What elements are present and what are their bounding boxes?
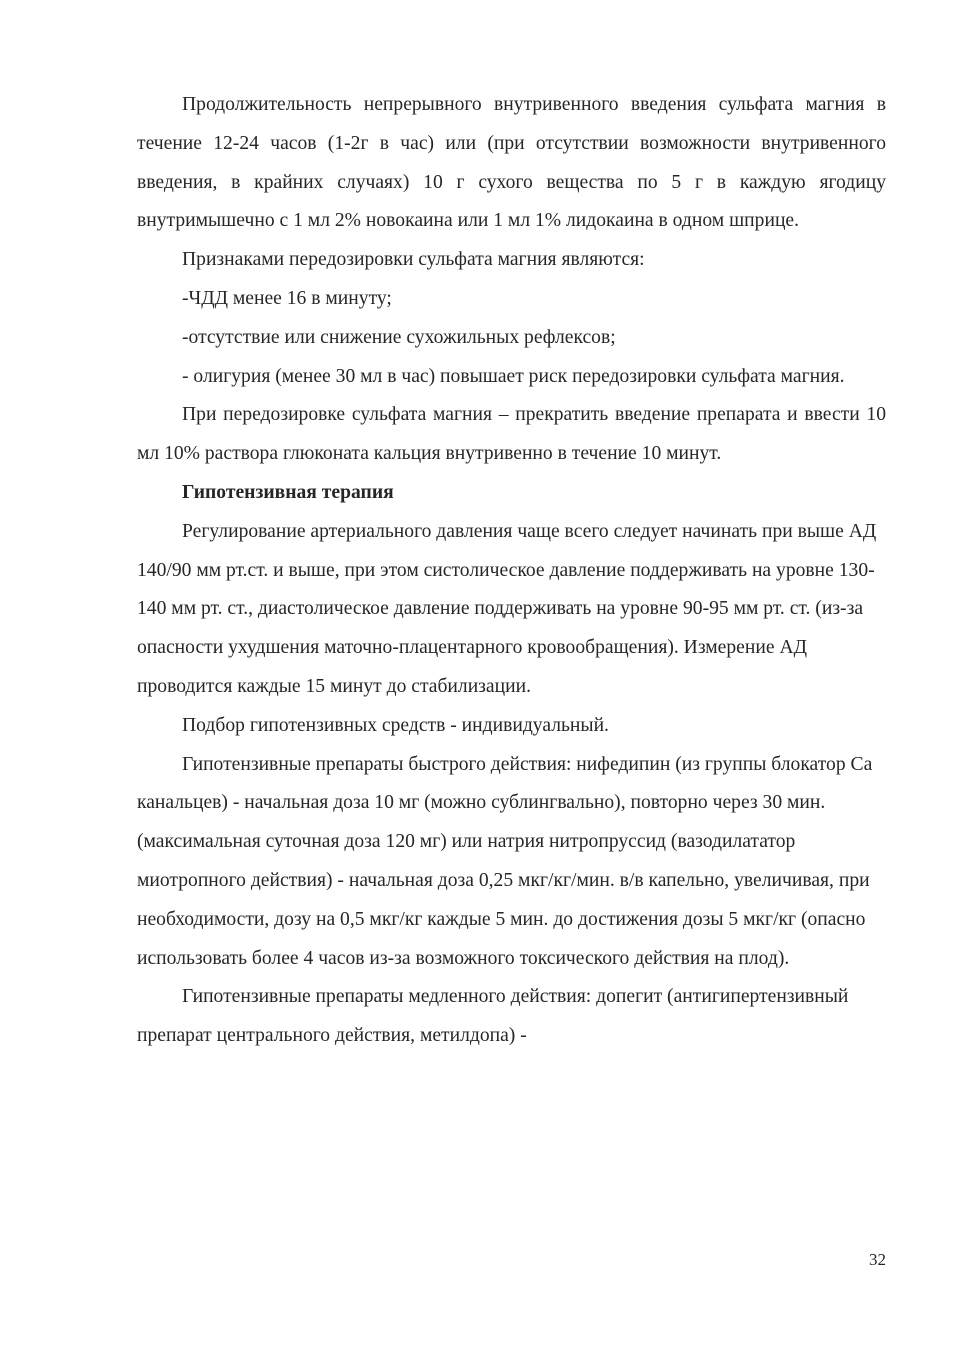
list-item-oliguria: - олигурия (менее 30 мл в час) повышает риск передозировки сульфата магния.	[182, 365, 845, 387]
paragraph-slow-acting-drugs: Гипотензивные препараты медленного действия: допегит (антигипертензивный препарат центрального действия, метилдопа) -	[137, 986, 849, 1047]
paragraph-fast-acting-drugs: Гипотензивные препараты быстрого действия: нифедипин (из группы блокатор Са канальцев) - начальная доза 10 мг (можно сублингвально), повторно через 30 мин. (максимальная суточная доза 120 мг) или натрия нитропруссид (вазодилататор миотропного действия) - начальная доза 0,25 мкг/кг/мин. в/в капельно, увеличивая, при необходимости, дозу на 0,5 мкг/кг каждые 5 мин. до достижения дозы 5 мкг/кг (опасно использовать более 4 часов из-за возможного токсического действия на плод).	[137, 753, 873, 969]
paragraph-overdose-treatment: При передозировке сульфата магния – прекратить введение препарата и ввести 10 мл 10% раствора глюконата кальция внутривенно в течение 10 минут.	[137, 404, 886, 465]
list-item-respiratory-rate: -ЧДД менее 16 в минуту;	[182, 287, 392, 309]
paragraph-drug-selection: Подбор гипотензивных средств - индивидуальный.	[182, 714, 609, 736]
paragraph-magnesium-administration: Продолжительность непрерывного внутривенного введения сульфата магния в течение 12-24 часов (1-2г в час) или (при отсутствии возможности внутривенного введения, в крайних случаях) 10 г сухого вещества по 5 г в каждую ягодицу внутримышечно с 1 мл 2% новокаина или 1 мл 1% лидокаина в одном шприце.	[137, 94, 886, 232]
page-number: 32	[869, 1250, 886, 1269]
document-page	[137, 86, 886, 1056]
paragraph-overdose-signs-intro: Признаками передозировки сульфата магния являются:	[182, 249, 645, 271]
section-heading: Гипотензивная терапия	[182, 481, 394, 503]
paragraph-blood-pressure-regulation: Регулирование артериального давления чаще всего следует начинать при выше АД 140/90 мм рт.ст. и выше, при этом систолическое давление поддерживать на уровне 130-140 мм рт. ст., диастолическое давление поддерживать на уровне 90-95 мм рт. ст. (из-за опасности ухудшения маточно-плацентарного кровообращения). Измерение АД проводится каждые 15 минут до стабилизации.	[137, 520, 877, 697]
list-item-reflexes: -отсутствие или снижение сухожильных рефлексов;	[182, 326, 616, 348]
